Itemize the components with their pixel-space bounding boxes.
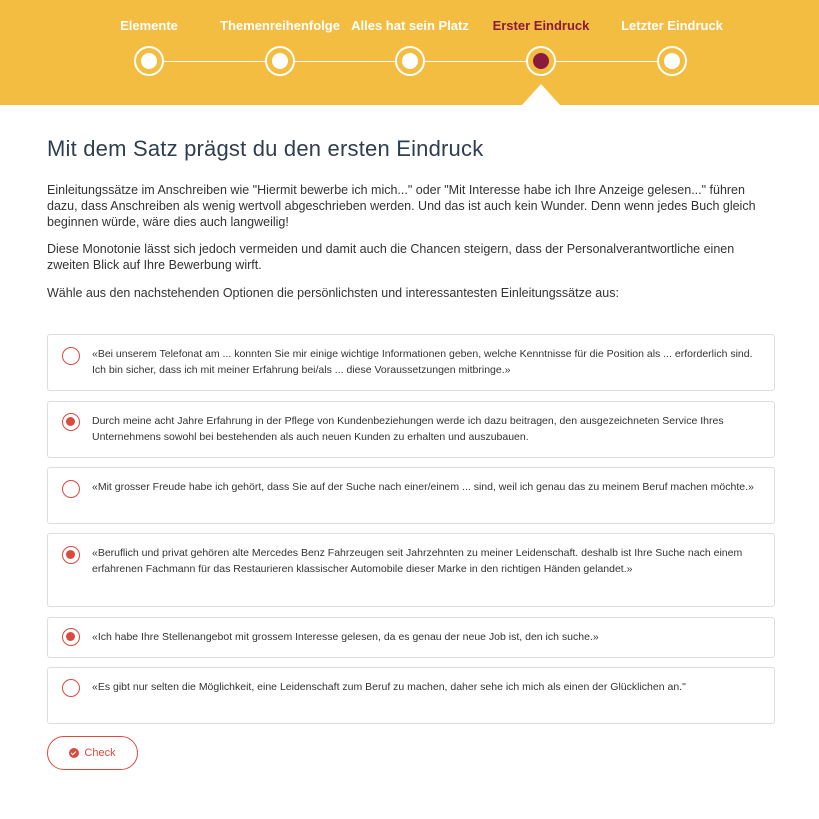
step-label: Erster Eindruck bbox=[492, 18, 590, 33]
active-step-pointer bbox=[522, 84, 560, 105]
radio-button[interactable] bbox=[62, 413, 80, 431]
radio-button[interactable] bbox=[62, 679, 80, 697]
radio-button[interactable] bbox=[62, 480, 80, 498]
step-label: Themenreihenfolge bbox=[220, 18, 340, 33]
step-elemente[interactable] bbox=[79, 0, 219, 90]
option-text: «Ich habe Ihre Stellenangebot mit grossem Interesse gelesen, da es genau der neue Job ist, den ich suche.» bbox=[92, 631, 599, 643]
option-text: Durch meine acht Jahre Erfahrung in der Pflege von Kundenbeziehungen werde ich dazu beitragen, den ausgezeichneten Service Ihres Unternehmens sowohl bei bestehenden als auch neuen Kunden zu erhalten und auszubauen. bbox=[92, 415, 724, 443]
option-card[interactable] bbox=[47, 667, 775, 724]
option-card[interactable] bbox=[47, 617, 775, 658]
step-alles-hat-sein-platz[interactable] bbox=[340, 0, 480, 90]
option-text: «Es gibt nur selten die Möglichkeit, eine Leidenschaft zum Beruf zu machen, daher sehe ich mich als einen der Glücklichen an." bbox=[92, 681, 686, 693]
step-dot[interactable] bbox=[134, 46, 164, 76]
option-text: «Mit grosser Freude habe ich gehört, dass Sie auf der Suche nach einer/einem ... sind, weil ich genau das zu meinem Beruf machen möchte.» bbox=[92, 481, 754, 493]
option-card[interactable] bbox=[47, 334, 775, 391]
step-themenreihenfolge[interactable] bbox=[210, 0, 350, 90]
option-text: «Bei unserem Telefonat am ... konnten Sie mir einige wichtige Informationen geben, welche Kenntnisse für die Position als ... erforderlich sind. Ich bin sicher, dass ich mit meiner Erfahrung bei/als ... diese Voraussetzungen mitbringe.» bbox=[92, 348, 753, 376]
step-letzter-eindruck[interactable] bbox=[602, 0, 742, 90]
page-title: Mit dem Satz prägst du den ersten Eindruck bbox=[47, 136, 484, 161]
step-erster-eindruck[interactable] bbox=[471, 0, 611, 90]
step-dot[interactable] bbox=[395, 46, 425, 76]
check-button[interactable] bbox=[47, 736, 138, 770]
step-dot[interactable] bbox=[657, 46, 687, 76]
radio-button[interactable] bbox=[62, 628, 80, 646]
step-label: Elemente bbox=[120, 18, 178, 33]
step-dot-active[interactable] bbox=[526, 46, 556, 76]
option-text: «Beruflich und privat gehören alte Mercedes Benz Fahrzeugen seit Jahrzehnten zu meiner Leidenschaft. deshalb ist Ihre Suche nach einem erfahrenen Fachmann für das Restaurieren klassischer Automobile dieser Marke in den richtigen Händen gelandet.» bbox=[92, 547, 743, 575]
radio-button[interactable] bbox=[62, 546, 80, 564]
step-label: Alles hat sein Platz bbox=[351, 18, 469, 33]
intro-paragraph: Einleitungssätze im Anschreiben wie "Hiermit bewerbe ich mich..." oder "Mit Interesse habe ich Ihre Anzeige gelesen..." führen dazu, dass Anschreiben als wenig wertvoll abgeschrieben werden. Und das ist auch kein Wunder. Denn wenn jedes Buch gleich beginnen würde, wäre dies auch langweilig! bbox=[47, 183, 756, 229]
progress-header bbox=[0, 0, 819, 105]
check-button-label: Check bbox=[84, 747, 116, 759]
option-card[interactable] bbox=[47, 533, 775, 607]
option-card[interactable] bbox=[47, 467, 775, 524]
check-circle-icon bbox=[69, 748, 79, 758]
radio-button[interactable] bbox=[62, 347, 80, 365]
step-label: Letzter Eindruck bbox=[621, 18, 723, 33]
monotony-paragraph: Diese Monotonie lässt sich jedoch vermeiden und damit auch die Chancen steigern, dass der Personalverantwortliche einen zweiten Blick auf Ihre Bewerbung wirft. bbox=[47, 242, 735, 272]
step-dot[interactable] bbox=[265, 46, 295, 76]
instruction-paragraph: Wähle aus den nachstehenden Optionen die persönlichsten und interessantesten Einleitungssätze aus: bbox=[47, 286, 619, 300]
option-card[interactable] bbox=[47, 401, 775, 458]
